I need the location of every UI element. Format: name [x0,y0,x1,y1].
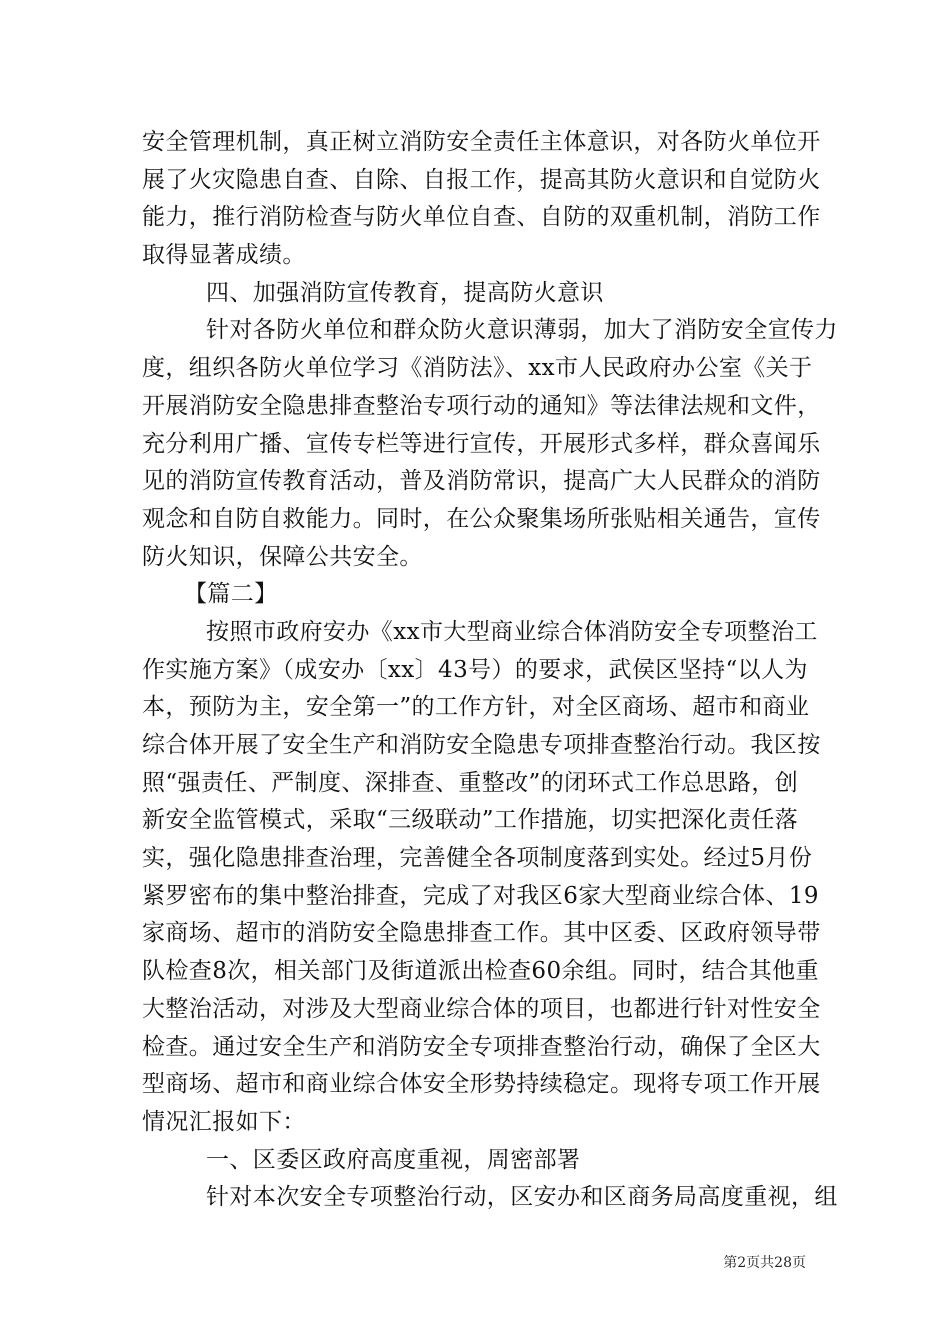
text-line: 度，组织各防火单位学习《消防法》、xx市人民政府办公室《关于 [142,355,813,382]
text-line: 检查。通过安全生产和消防安全专项排查整治行动，确保了全区大 [142,1033,821,1060]
text-line: 队检查8次，相关部门及街道派出检查60余组。同时，结合其他重 [142,958,819,985]
text-line: 按照市政府安办《xx市大型商业综合体消防安全专项整治工 [206,618,818,645]
text-line: 作实施方案》（成安办〔xx〕43号）的要求，武侯区坚持“以人为 [142,656,808,683]
text-line: 紧罗密布的集中整治排查，完成了对我区6家大型商业综合体、19 [142,882,819,909]
page-number-label: 第2页共28页 [723,1255,806,1271]
text-line: 充分利用广播、宣传专栏等进行宣传，开展形式多样，群众喜闻乐 [142,430,821,457]
text-line: 防火知识，保障公共安全。 [142,543,423,570]
text-line: 大整治活动，对涉及大型商业综合体的项目，也都进行针对性安全 [142,995,821,1022]
text-line: 家商场、超市的消防安全隐患排查工作。其中区委、区政府领导带 [142,920,821,947]
text-line: 四、加强消防宣传教育，提高防火意识 [206,279,604,306]
text-line: 本，预防为主，安全第一”的工作方针，对全区商场、超市和商业 [142,694,810,721]
text-line: 实，强化隐患排查治理，完善健全各项制度落到实处。经过5月份 [142,845,813,872]
text-line: 一、区委区政府高度重视，周密部署 [206,1146,581,1173]
text-line: 展了火灾隐患自查、自除、自报工作，提高其防火意识和自觉防火 [142,166,821,193]
page-number-footer [723,1252,806,1272]
text-line: 能力，推行消防检查与防火单位自查、自防的双重机制，消防工作 [142,204,821,231]
text-line: 情况汇报如下： [142,1108,306,1135]
text-line: 型商场、超市和商业综合体安全形势持续稳定。现将专项工作开展 [142,1071,821,1098]
text-line: 新安全监管模式，采取“三级联动”工作措施，切实把深化责任落 [142,807,799,834]
text-line: 综合体开展了安全生产和消防安全隐患专项排查整治行动。我区按 [142,732,821,758]
text-line: 【篇二】 [184,581,278,608]
document-body [142,124,838,1217]
text-line: 安全管理机制，真正树立消防安全责任主体意识，对各防火单位开 [142,129,821,155]
text-line: 见的消防宣传教育活动，普及消防常识，提高广大人民群众的消防 [142,468,821,495]
text-line: 针对本次安全专项整治行动，区安办和区商务局高度重视，组 [206,1184,838,1211]
text-line: 开展消防安全隐患排查整治专项行动的通知》等法律法规和文件， [142,392,821,419]
text-line: 观念和自防自救能力。同时，在公众聚集场所张贴相关通告，宣传 [142,505,821,532]
text-line: 取得显著成绩。 [142,242,306,269]
text-line: 照“强责任、严制度、深排查、重整改”的闭环式工作总思路，创 [142,769,799,796]
text-line: 针对各防火单位和群众防火意识薄弱，加大了消防安全宣传力 [206,317,838,344]
